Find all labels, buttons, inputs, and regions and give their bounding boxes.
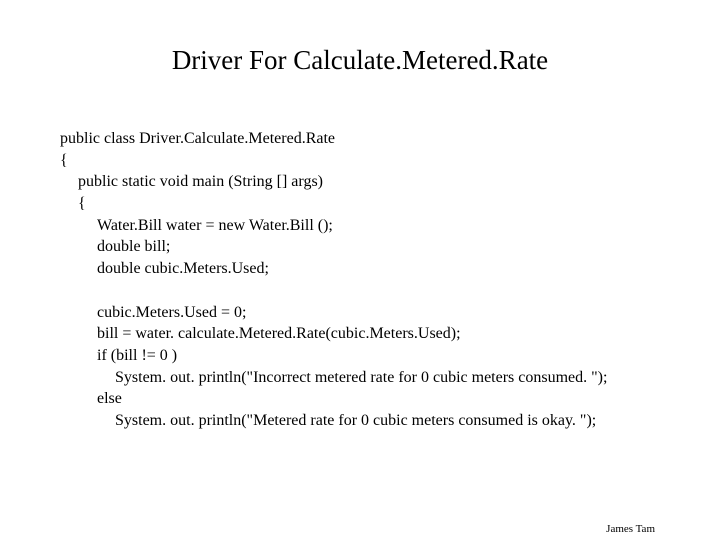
- code-line-okay-println: System. out. println("Metered rate for 0 cubic meters consumed is okay. ");: [115, 411, 597, 429]
- code-line-bill-declaration: double bill;: [97, 238, 171, 256]
- code-block: [60, 128, 607, 432]
- author-footer: James Tam: [606, 523, 655, 535]
- code-line-main-signature: public static void main (String [] args): [78, 173, 323, 191]
- code-line-cubic-meters-declaration: double cubic.Meters.Used;: [97, 260, 269, 278]
- code-blank-line: [60, 280, 607, 302]
- code-line-main-open-brace: {: [78, 195, 86, 213]
- code-line-incorrect-println: System. out. println("Incorrect metered rate for 0 cubic meters consumed. ");: [115, 368, 608, 386]
- code-line-if-statement: if (bill != 0 ): [97, 346, 178, 364]
- slide-title: Driver For Calculate.Metered.Rate: [171, 45, 549, 75]
- code-line-else: else: [97, 390, 122, 408]
- code-line-bill-assignment: bill = water. calculate.Metered.Rate(cubic.Meters.Used);: [97, 325, 461, 343]
- code-line-class-declaration: public class Driver.Calculate.Metered.Rate: [60, 130, 336, 147]
- code-line-cubic-meters-assignment: cubic.Meters.Used = 0;: [97, 303, 247, 321]
- code-line-class-open-brace: {: [60, 151, 68, 169]
- code-line-water-bill-declaration: Water.Bill water = new Water.Bill ();: [97, 216, 333, 234]
